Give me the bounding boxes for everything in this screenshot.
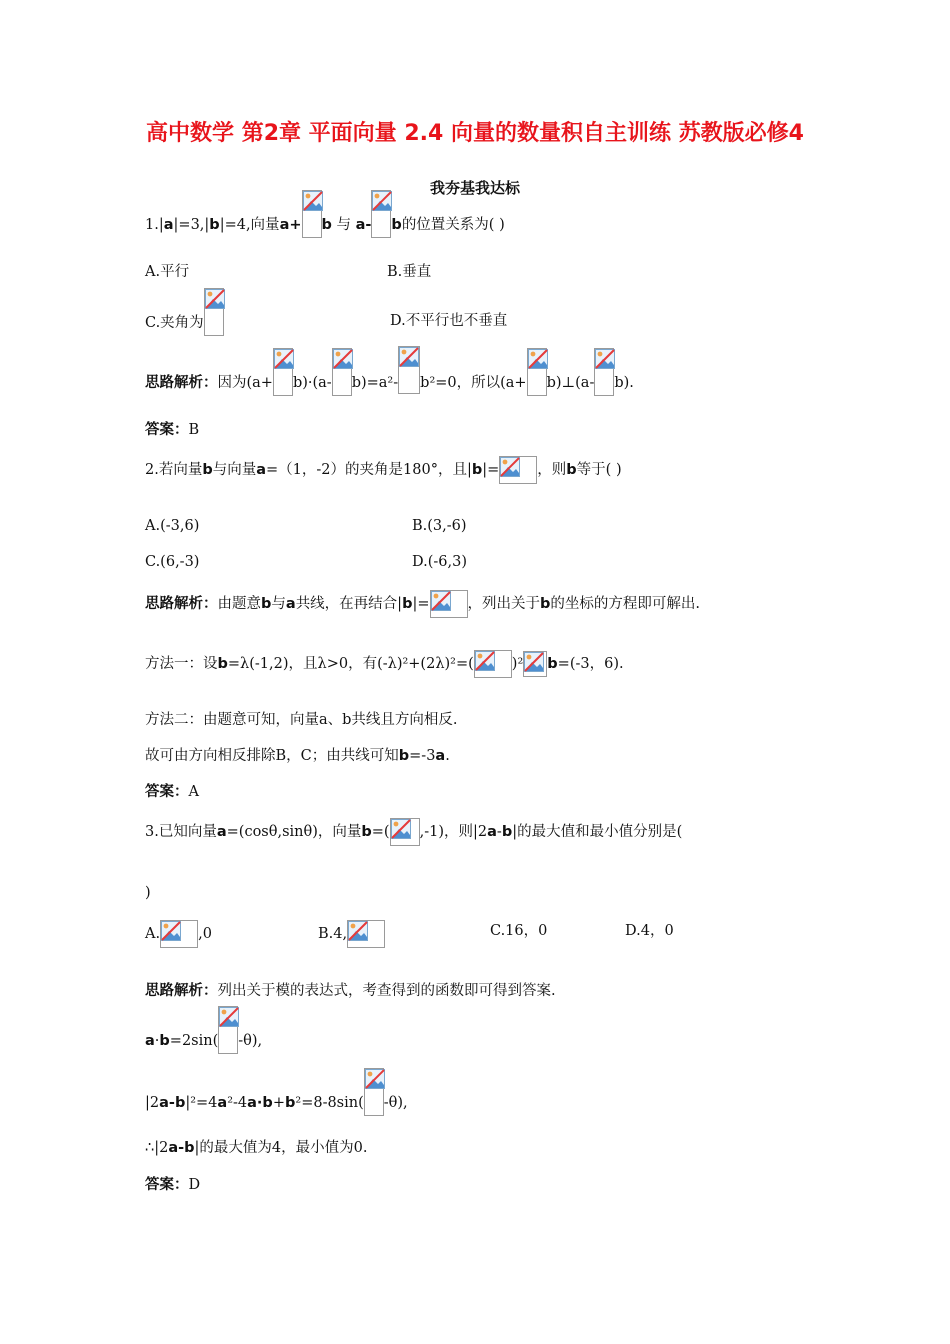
- q2-option-a: A.(-3,6): [145, 518, 200, 534]
- q1-option-b: B.垂直: [387, 264, 432, 280]
- broken-image-icon: [204, 288, 224, 336]
- broken-image-icon: [527, 348, 547, 396]
- broken-image-icon: [594, 348, 614, 396]
- q3-option-c: C.16，0: [490, 923, 548, 939]
- q1-stem: 1.|a|=3,|b|=4,向量a+ b 与 a- b的位置关系为( ): [145, 212, 505, 234]
- q2-method-3: 故可由方向相反排除B，C；由共线可知b=-3a.: [145, 748, 450, 764]
- q2-option-c: C.(6,-3): [145, 554, 200, 570]
- q2-analysis: 思路解析：由题意b与a共线，在再结合|b|= ，列出关于b的坐标的方程即可解出.: [145, 590, 700, 612]
- broken-image-icon: [499, 456, 537, 484]
- broken-image-icon: [302, 190, 322, 238]
- broken-image-icon: [347, 920, 385, 948]
- broken-image-icon: [430, 590, 468, 618]
- q3-derivation-2: |2a-b|²=4a²-4a·b+b²=8-8sin( -θ),: [145, 1090, 408, 1112]
- q2-answer: 答案：A: [145, 784, 199, 800]
- q3-option-a: A. ,0: [145, 920, 212, 942]
- q1-option-c: C.夹角为: [145, 310, 224, 332]
- broken-image-icon: [523, 651, 547, 677]
- q3-option-b: B.4,: [318, 920, 385, 942]
- q2-option-b: B.(3,-6): [412, 518, 467, 534]
- q1-answer: 答案：B: [145, 422, 200, 438]
- broken-image-icon: [160, 920, 198, 948]
- q2-method-2: 方法二：由题意可知，向量a、b共线且方向相反.: [145, 712, 458, 728]
- section-heading: 我夯基我达标: [429, 179, 520, 197]
- q3-answer: 答案：D: [145, 1177, 201, 1193]
- q2-method-1: 方法一：设b=λ(-1,2)，且λ>0，有(-λ)²+(2λ)²=( )² b=(-3，6).: [145, 650, 624, 672]
- broken-image-icon: [332, 348, 352, 396]
- broken-image-icon: [364, 1068, 384, 1116]
- q1-option-d: D.不平行也不垂直: [390, 313, 508, 329]
- q3-stem: 3.已知向量a=(cosθ,sinθ)，向量b=( ,-1)，则|2a-b|的最大值和最小值分别是(: [145, 818, 682, 840]
- broken-image-icon: [218, 1006, 238, 1054]
- broken-image-icon: [371, 190, 391, 238]
- q2-stem: 2.若向量b与向量a=（1，-2）的夹角是180°，且|b|= ，则b等于( ): [145, 456, 622, 478]
- q1-option-a: A.平行: [145, 264, 190, 280]
- q3-analysis: 思路解析：列出关于模的表达式，考查得到的函数即可得到答案.: [145, 983, 556, 999]
- q3-option-d: D.4，0: [625, 923, 674, 939]
- broken-image-icon: [390, 818, 420, 846]
- broken-image-icon: [474, 650, 512, 678]
- q3-derivation-3: ∴|2a-b|的最大值为4，最小值为0.: [145, 1140, 368, 1156]
- page-title: 高中数学 第2章 平面向量 2.4 向量的数量积自主训练 苏教版必修4: [146, 121, 804, 146]
- q3-derivation-1: a·b=2sin( -θ),: [145, 1028, 262, 1050]
- q1-analysis: 思路解析：因为(a+ b)·(a- b)=a²- b²=0，所以(a+ b)⊥(a- b).: [145, 370, 634, 392]
- broken-image-icon: [398, 346, 420, 394]
- q3-stem-end: ): [145, 885, 151, 901]
- q2-option-d: D.(-6,3): [412, 554, 467, 570]
- broken-image-icon: [273, 348, 293, 396]
